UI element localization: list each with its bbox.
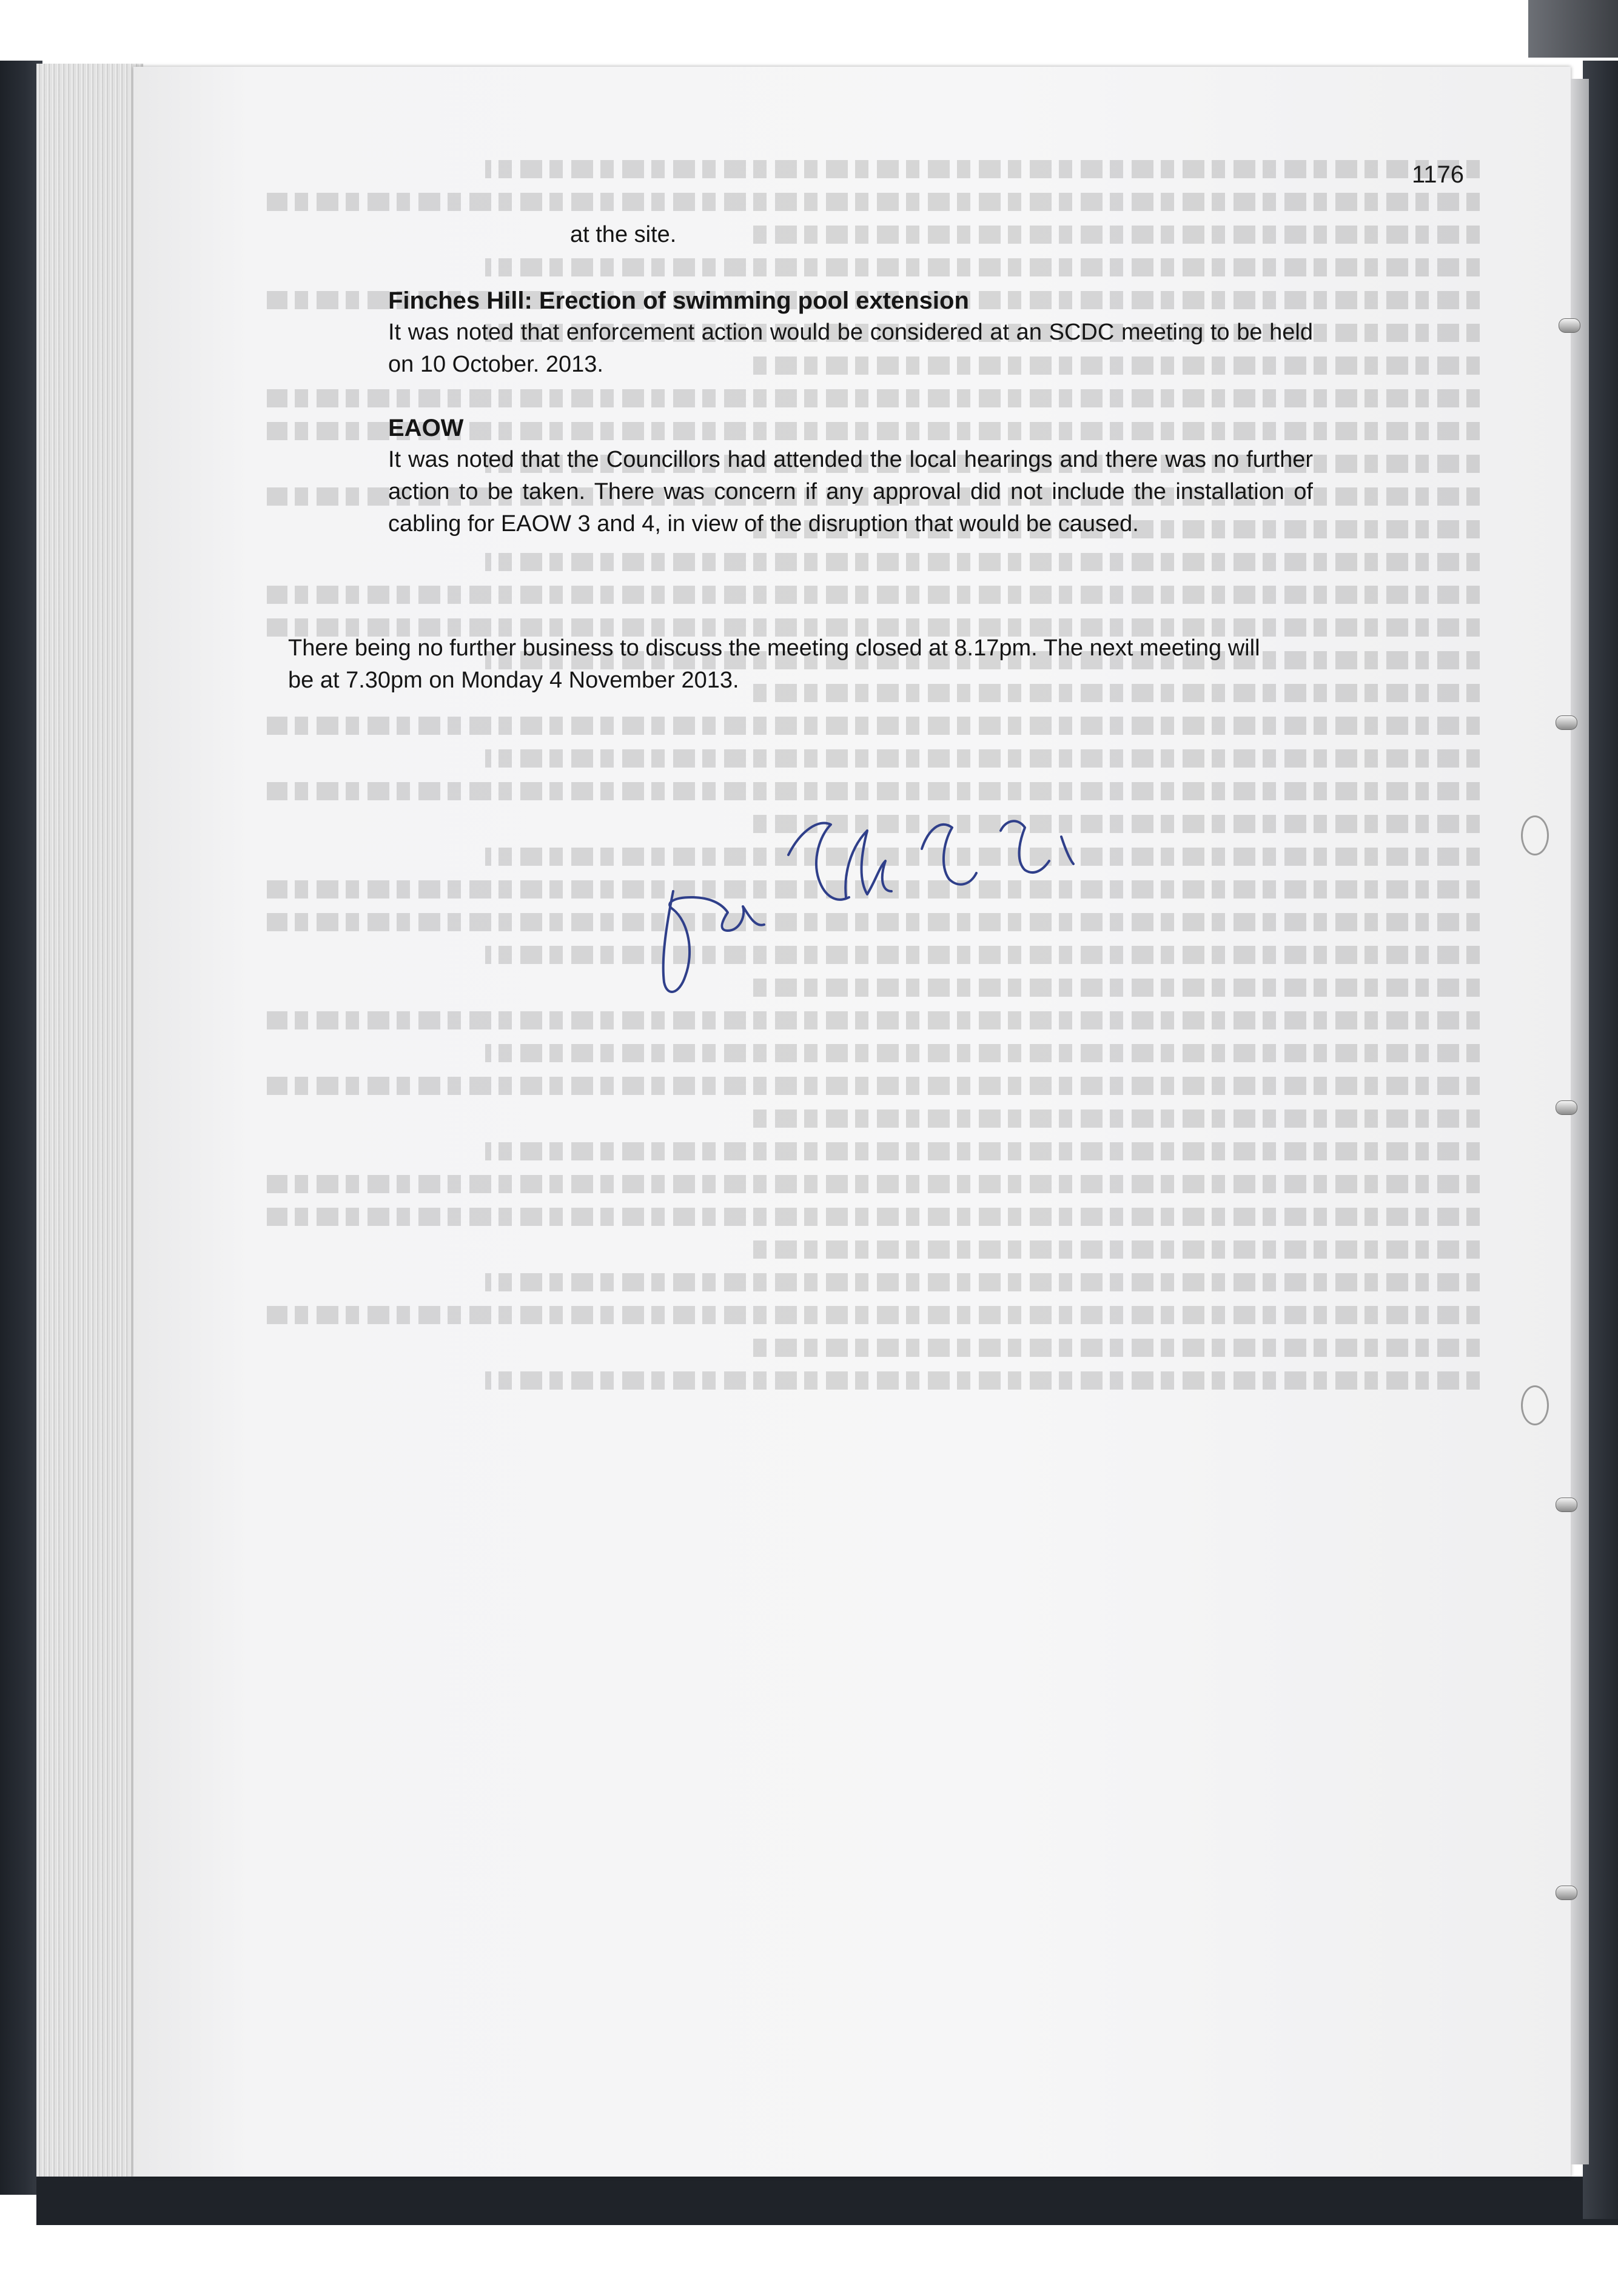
section-eaow — [388, 412, 1313, 540]
binder-ring — [1556, 715, 1577, 730]
binder-ring — [1559, 318, 1580, 333]
punch-hole — [1521, 1385, 1549, 1425]
handwritten-signature — [637, 782, 1183, 1012]
punch-hole — [1521, 815, 1549, 855]
scan-top-margin — [0, 0, 1618, 67]
closing-line: There being no further business to discuss the meeting closed at 8.17pm. The next meeting will — [288, 635, 1260, 661]
closing-statement — [288, 632, 1480, 697]
continued-text: at the site. — [570, 222, 677, 247]
section-finches-hill — [388, 285, 1313, 381]
book-cover-bottom — [36, 2177, 1618, 2225]
page-right-edge — [1571, 79, 1589, 2164]
closing-line: be at 7.30pm on Monday 4 November 2013. — [288, 668, 739, 693]
section-heading: Finches Hill: Erection of swimming pool extension — [388, 287, 969, 314]
section-body: It was noted that the Councillors had attended the local hearings and there was no further action to be taken. There was concern if any approval did not include the installation of cabling for EAOW 3 and 4, in view of the disruption that would be caused. — [388, 447, 1313, 537]
page-sheet — [133, 67, 1571, 2177]
binder-ring — [1556, 1498, 1577, 1512]
section-heading: EAOW — [388, 415, 464, 441]
binder-corner — [1528, 0, 1618, 58]
section-body: It was noted that enforcement action would be considered at an SCDC meeting to be held on 10 October. 2013. — [388, 320, 1313, 377]
page-stack-edges — [36, 64, 143, 2198]
binder-ring — [1556, 1886, 1577, 1900]
page-number: 1176 — [1412, 161, 1465, 188]
binder-ring — [1556, 1100, 1577, 1115]
